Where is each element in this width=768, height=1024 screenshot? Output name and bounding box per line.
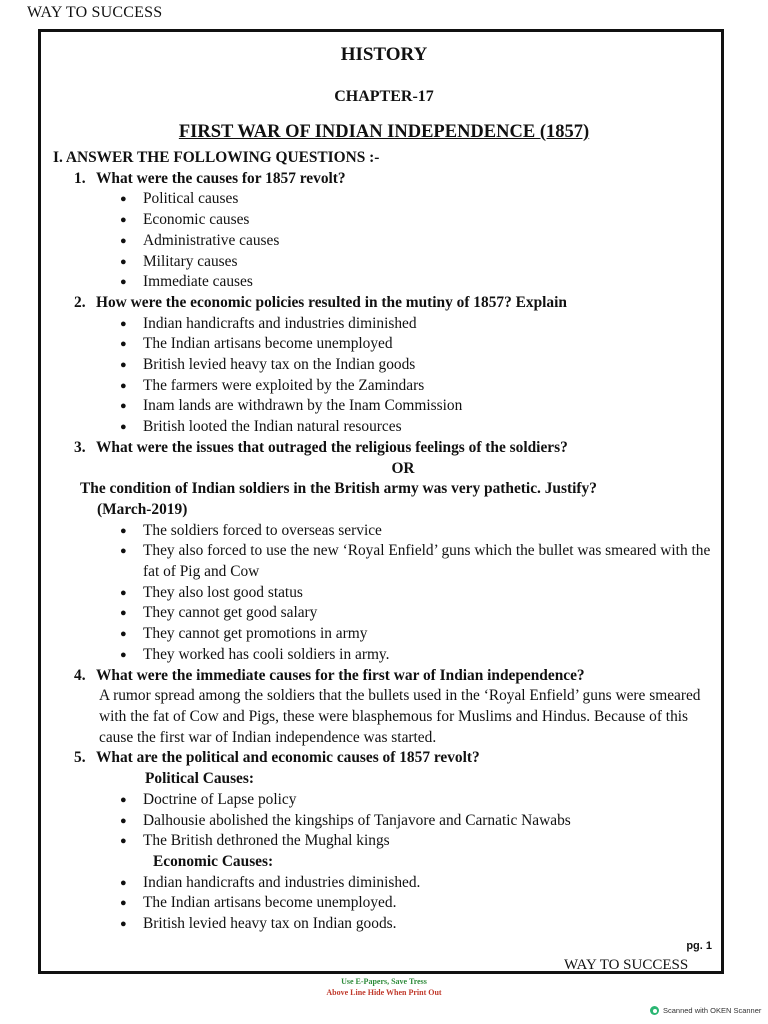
list-item: ● They also forced to use the new ‘Royal Enfield’ guns which the bullet was smeared with the fat of Pig and Cow — [53, 541, 713, 582]
question-number: 3. — [74, 438, 86, 456]
question-number: 1. — [74, 169, 86, 187]
alternate-question: The condition of Indian soldiers in the British army was very pathetic. Justify? — [80, 480, 597, 498]
exam-date: (March-2019) — [97, 500, 188, 518]
question-text: What were the causes for 1857 revolt? — [96, 169, 346, 187]
question-number: 5. — [74, 749, 86, 767]
list-item: ● Political causes — [53, 189, 713, 210]
question-5 — [53, 748, 713, 769]
list-item: ● The Indian artisans become unemployed. — [53, 893, 713, 914]
list-item: ● Economic causes — [53, 210, 713, 231]
footer-brand: WAY TO SUCCESS — [564, 957, 689, 973]
section-heading: I. ANSWER THE FOLLOWING QUESTIONS :- — [53, 149, 380, 166]
question-3 — [53, 438, 713, 459]
question-text: What were the issues that outraged the religious feelings of the soldiers? — [96, 438, 568, 456]
list-item: ● The Indian artisans become unemployed — [53, 334, 713, 355]
question-text: How were the economic policies resulted in the mutiny of 1857? Explain — [96, 293, 567, 311]
list-item: ● Inam lands are withdrawn by the Inam Commission — [53, 396, 713, 417]
answer-list-3 — [53, 521, 713, 666]
scanner-text: Scanned with OKEN Scanner — [663, 1006, 762, 1015]
question-text: What are the political and economic causes of 1857 revolt? — [96, 749, 480, 767]
answer-list-1 — [53, 189, 713, 293]
list-item: ● They also lost good status — [53, 583, 713, 604]
question-text: What were the immediate causes for the first war of Indian independence? — [96, 666, 585, 684]
list-item: ● British levied heavy tax on the Indian goods — [53, 355, 713, 376]
economic-causes-list — [53, 873, 713, 935]
question-2 — [53, 293, 713, 314]
scanner-watermark — [650, 1006, 761, 1015]
list-item: ● They cannot get good salary — [53, 603, 713, 624]
chapter-title — [0, 122, 768, 143]
list-item: ● Administrative causes — [53, 231, 713, 252]
list-item: ● The British dethroned the Mughal kings — [53, 831, 713, 852]
scanner-logo-icon — [650, 1006, 659, 1015]
list-item: ● They cannot get promotions in army — [53, 624, 713, 645]
list-item: ● British looted the Indian natural resources — [53, 417, 713, 438]
question-1 — [53, 169, 713, 190]
question-number: 2. — [74, 293, 86, 311]
economic-causes-heading: Economic Causes: — [153, 852, 274, 870]
list-item: ● Dalhousie abolished the kingships of Tanjavore and Carnatic Nawabs — [53, 811, 713, 832]
chapter-title-text: FIRST WAR OF INDIAN INDEPENDENCE (1857) — [178, 122, 590, 142]
chapter-number: CHAPTER-17 — [334, 88, 434, 105]
print-note-hide: Above Line Hide When Print Out — [326, 988, 442, 997]
header-brand: WAY TO SUCCESS — [27, 4, 163, 21]
political-causes-list — [53, 790, 713, 852]
list-item: ● The farmers were exploited by the Zamindars — [53, 376, 713, 397]
list-item: ● Doctrine of Lapse policy — [53, 790, 713, 811]
list-item: ● Immediate causes — [53, 272, 713, 293]
document-content — [53, 148, 713, 935]
political-causes-heading: Political Causes: — [145, 770, 255, 788]
list-item: ● Indian handicrafts and industries diminished. — [53, 873, 713, 894]
or-separator: OR — [391, 459, 415, 477]
subject-title: HISTORY — [340, 44, 428, 65]
question-number: 4. — [74, 666, 86, 684]
list-item: ● They worked has cooli soldiers in army. — [53, 645, 713, 666]
list-item: ● British levied heavy tax on Indian goods. — [53, 914, 713, 935]
answer-list-2 — [53, 314, 713, 438]
list-item: ● Military causes — [53, 252, 713, 273]
page-number: pg. 1 — [686, 940, 712, 952]
print-note-eco: Use E-Papers, Save Tress — [341, 977, 427, 986]
question-4 — [53, 666, 713, 687]
list-item: ● Indian handicrafts and industries diminished — [53, 314, 713, 335]
answer-paragraph-4: A rumor spread among the soldiers that the bullets used in the ‘Royal Enfield’ guns were smeared with the fat of Cow and Pigs, these were blasphemous for Muslims and Hindus. Because of this cause the first war of Indian independence was started. — [99, 687, 701, 746]
list-item: ● The soldiers forced to overseas service — [53, 521, 713, 542]
